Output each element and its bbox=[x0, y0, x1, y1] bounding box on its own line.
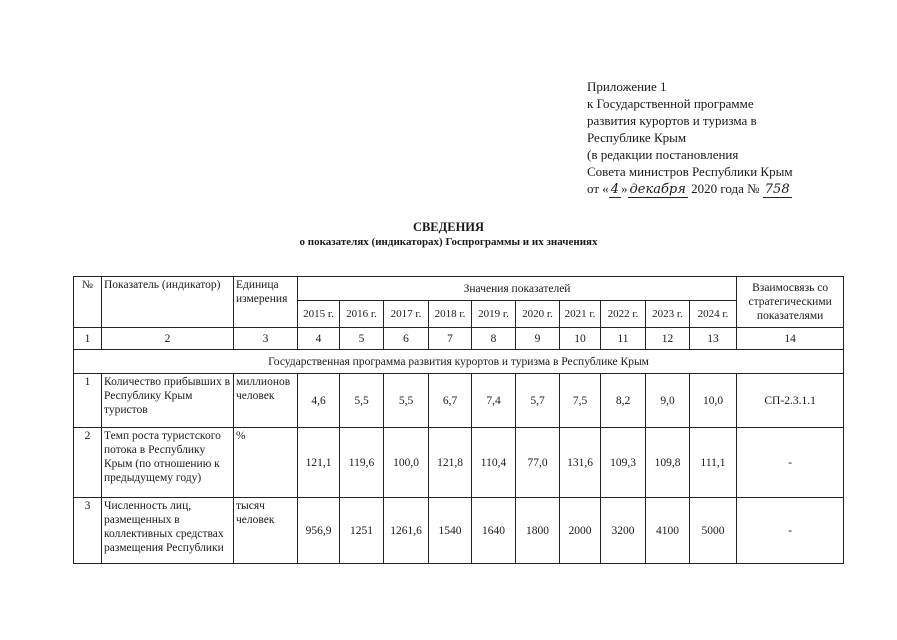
annex-line-3: развития курортов и туризма в bbox=[587, 113, 757, 128]
value-cell: 10,0 bbox=[690, 374, 737, 428]
value-cell: 8,2 bbox=[601, 374, 646, 428]
table-row bbox=[74, 374, 844, 428]
handwritten-number: 758 bbox=[764, 182, 790, 197]
annex-line-4: Республике Крым bbox=[587, 130, 687, 145]
value-cell: 77,0 bbox=[516, 428, 560, 498]
section-title: Государственная программа развития курортов и туризма в Республике Крым bbox=[74, 350, 844, 374]
header-indicator: Показатель (индикатор) bbox=[102, 277, 234, 328]
header-link: Взаимосвязь со стратегическими показателями bbox=[737, 277, 844, 328]
value-cell: 956,9 bbox=[298, 498, 340, 564]
year-cell: 2015 г. bbox=[298, 301, 340, 328]
value-cell: 5,5 bbox=[384, 374, 429, 428]
header-values: Значения показателей bbox=[298, 277, 737, 301]
colnum-cell: 6 bbox=[384, 328, 429, 350]
colnum-cell: 5 bbox=[340, 328, 384, 350]
document-subtitle: о показателях (индикаторах) Госпрограммы и их значениях bbox=[299, 236, 598, 248]
value-cell: 3200 bbox=[601, 498, 646, 564]
colnum-cell: 7 bbox=[429, 328, 472, 350]
value-cell: 4,6 bbox=[298, 374, 340, 428]
colnum-cell: 10 bbox=[560, 328, 601, 350]
row-unit: тысяч человек bbox=[234, 498, 298, 564]
value-cell: 1540 bbox=[429, 498, 472, 564]
row-num: 3 bbox=[74, 498, 102, 564]
value-cell: 1640 bbox=[472, 498, 516, 564]
value-cell: 5,5 bbox=[340, 374, 384, 428]
date-suffix: 2020 года № bbox=[687, 181, 763, 196]
annex-line-5: (в редакции постановления bbox=[587, 147, 739, 162]
annex-date-line bbox=[587, 180, 887, 198]
row-link: - bbox=[737, 428, 844, 498]
header-num: № bbox=[74, 277, 102, 328]
date-mid: » bbox=[621, 181, 628, 196]
annex-block bbox=[587, 78, 887, 198]
value-cell: 9,0 bbox=[646, 374, 690, 428]
value-cell: 5000 bbox=[690, 498, 737, 564]
annex-line-6: Совета министров Республики Крым bbox=[587, 164, 793, 179]
value-cell: 111,1 bbox=[690, 428, 737, 498]
year-cell: 2017 г. bbox=[384, 301, 429, 328]
colnum-cell: 14 bbox=[737, 328, 844, 350]
handwritten-day: 4 bbox=[610, 182, 620, 197]
row-num: 1 bbox=[74, 374, 102, 428]
value-cell: 119,6 bbox=[340, 428, 384, 498]
row-indicator: Темп роста туристского потока в Республику Крым (по отношению к предыдущему году) bbox=[102, 428, 234, 498]
value-cell: 100,0 bbox=[384, 428, 429, 498]
indicators-table bbox=[73, 276, 844, 564]
value-cell: 2000 bbox=[560, 498, 601, 564]
value-cell: 6,7 bbox=[429, 374, 472, 428]
row-link: СП-2.3.1.1 bbox=[737, 374, 844, 428]
value-cell: 121,8 bbox=[429, 428, 472, 498]
annex-line-2: к Государственной программе bbox=[587, 96, 754, 111]
row-num: 2 bbox=[74, 428, 102, 498]
column-number-row bbox=[74, 328, 844, 350]
colnum-cell: 2 bbox=[102, 328, 234, 350]
date-prefix: от « bbox=[587, 181, 609, 196]
value-cell: 1800 bbox=[516, 498, 560, 564]
row-link: - bbox=[737, 498, 844, 564]
value-cell: 1251 bbox=[340, 498, 384, 564]
colnum-cell: 13 bbox=[690, 328, 737, 350]
value-cell: 109,3 bbox=[601, 428, 646, 498]
value-cell: 4100 bbox=[646, 498, 690, 564]
year-cell: 2023 г. bbox=[646, 301, 690, 328]
header-row-1 bbox=[74, 277, 844, 301]
year-cell: 2019 г. bbox=[472, 301, 516, 328]
row-unit: миллионов человек bbox=[234, 374, 298, 428]
value-cell: 1261,6 bbox=[384, 498, 429, 564]
section-row bbox=[74, 350, 844, 374]
handwritten-month: декабря bbox=[629, 182, 686, 197]
annex-line-1: Приложение 1 bbox=[587, 79, 667, 94]
colnum-cell: 3 bbox=[234, 328, 298, 350]
year-cell: 2024 г. bbox=[690, 301, 737, 328]
document-title: СВЕДЕНИЯ bbox=[412, 220, 485, 234]
header-unit: Единица измерения bbox=[234, 277, 298, 328]
table-row bbox=[74, 498, 844, 564]
value-cell: 121,1 bbox=[298, 428, 340, 498]
table-row bbox=[74, 428, 844, 498]
colnum-cell: 9 bbox=[516, 328, 560, 350]
value-cell: 131,6 bbox=[560, 428, 601, 498]
value-cell: 109,8 bbox=[646, 428, 690, 498]
row-indicator: Количество прибывших в Республику Крым туристов bbox=[102, 374, 234, 428]
row-unit: % bbox=[234, 428, 298, 498]
colnum-cell: 12 bbox=[646, 328, 690, 350]
year-cell: 2016 г. bbox=[340, 301, 384, 328]
year-cell: 2018 г. bbox=[429, 301, 472, 328]
value-cell: 5,7 bbox=[516, 374, 560, 428]
row-indicator: Численность лиц, размещенных в коллективных средствах размещения Республики bbox=[102, 498, 234, 564]
value-cell: 7,5 bbox=[560, 374, 601, 428]
year-cell: 2020 г. bbox=[516, 301, 560, 328]
colnum-cell: 8 bbox=[472, 328, 516, 350]
year-cell: 2022 г. bbox=[601, 301, 646, 328]
value-cell: 7,4 bbox=[472, 374, 516, 428]
colnum-cell: 4 bbox=[298, 328, 340, 350]
colnum-cell: 1 bbox=[74, 328, 102, 350]
colnum-cell: 11 bbox=[601, 328, 646, 350]
year-cell: 2021 г. bbox=[560, 301, 601, 328]
value-cell: 110,4 bbox=[472, 428, 516, 498]
